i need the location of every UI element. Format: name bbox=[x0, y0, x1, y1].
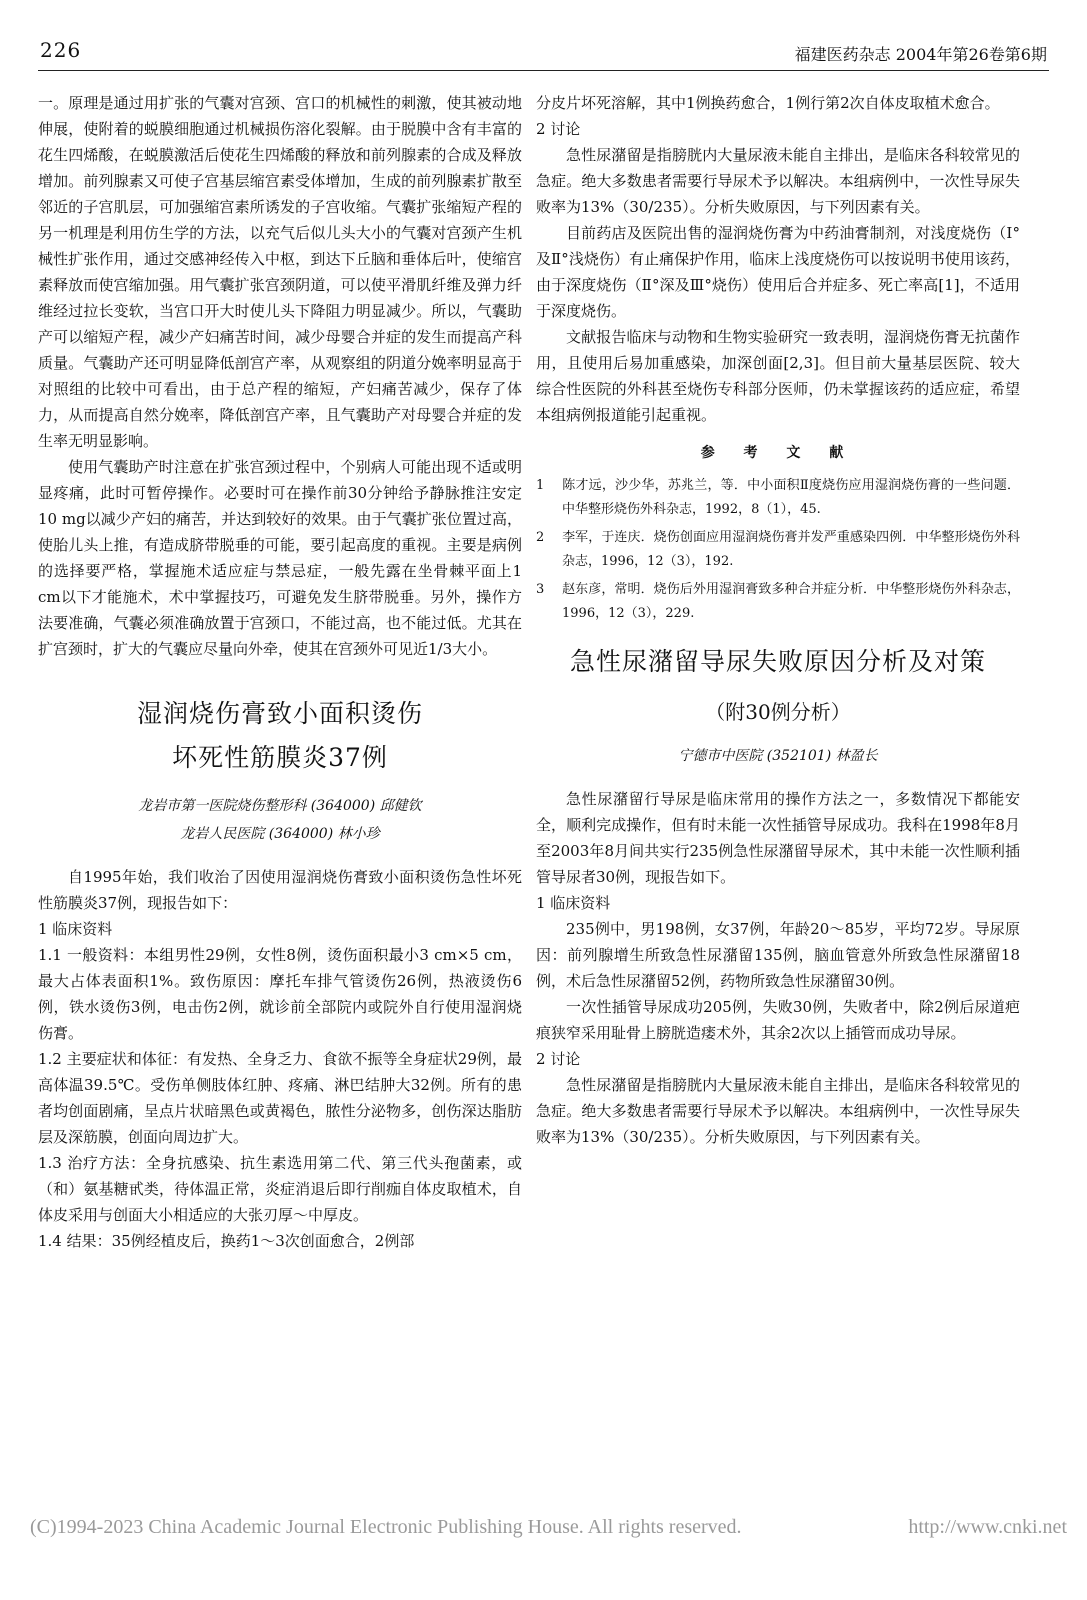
paragraph: 一次性插管导尿成功205例，失败30例，失败者中，除2例后尿道疤痕狭窄采用耻骨上膀胱造瘘术外，其余2次以上插管而成功导尿。 bbox=[536, 998, 1020, 1042]
page-number: 226 bbox=[40, 38, 82, 62]
section-heading: 2 讨论 bbox=[536, 1050, 581, 1068]
paragraph: 目前药店及医院出售的湿润烧伤膏为中药油膏制剂，对浅度烧伤（Ⅰ°及Ⅱ°浅烧伤）有止痛保护作用，临床上浅度烧伤可以按说明书使用该药，由于深度烧伤（Ⅱ°深及Ⅲ°烧伤）使用后合并症多、死亡率高[1]，不适用于深度烧伤。 bbox=[536, 224, 1020, 320]
author-line: 龙岩市第一医院烧伤整形科 (364000) 邱健钦 bbox=[138, 798, 422, 814]
copyright-watermark bbox=[30, 1513, 1067, 1541]
reference-number: 2 bbox=[536, 530, 545, 545]
intro-paragraph: 自1995年始，我们收治了因使用湿润烧伤膏致小面积烫伤急性坏死性筋膜炎37例，现报告如下： bbox=[38, 868, 522, 912]
header-rule bbox=[38, 70, 1049, 71]
section-heading: 1 临床资料 bbox=[38, 920, 113, 938]
journal-header: 福建医药杂志 2004年第26卷第6期 bbox=[794, 45, 1047, 64]
paragraph: 分皮片坏死溶解，其中1例换药愈合，1例行第2次自体皮取植术愈合。 bbox=[536, 94, 1000, 112]
reference-text: 李军，于连庆．烧伤创面应用湿润烧伤膏并发严重感染四例．中华整形烧伤外科杂志，1996，12（3），192. bbox=[562, 530, 1020, 569]
right-column bbox=[536, 90, 1020, 1150]
paragraph: 一。原理是通过用扩张的气囊对宫颈、宫口的机械性的刺激，使其被动地伸展，使附着的蜕膜细胞通过机械损伤溶化裂解。由于脱膜中含有丰富的花生四烯酸，在蜕膜激活后使花生四烯酸的释放和前列腺素的合成及释放增加。前列腺素又可使子宫基层缩宫素受体增加，生成的前列腺素扩散至邻近的子宫肌层，可加强缩宫素所诱发的子宫收缩。气囊扩张缩短产程的另一机理是利用仿生学的方法，以充气后似儿头大小的气囊对宫颈产生机械性扩张作用，通过交感神经传入中枢，到达下丘脑和垂体后叶，使缩宫素释放而使宫缩加强。用气囊扩张宫颈阴道，可以使平滑肌纤维及弹力纤维经过拉长变软，当宫口开大时使儿头下降阻力明显减少。所以，气囊助产可以缩短产程，减少产妇痛苦时间，减少母婴合并症的发生而提高产科质量。气囊助产还可明显降低剖宫产率，从观察组的阴道分娩率明显高于对照组的比较中可看出，由于总产程的缩短，产妇痛苦减少，保存了体力，从而提高自然分娩率，降低剖宫产率，且气囊助产对母婴合并症的发生率无明显影响。 bbox=[38, 94, 522, 450]
source-url: http://www.cnki.net bbox=[908, 1515, 1067, 1538]
reference-text: 陈才远，沙少华，苏兆兰，等．中小面积Ⅱ度烧伤应用湿润烧伤膏的一些问题．中华整形烧伤外科杂志，1992，8（1），45. bbox=[562, 478, 1020, 517]
section-heading: 2 讨论 bbox=[536, 120, 581, 138]
reference-number: 3 bbox=[536, 582, 545, 597]
paragraph: 文献报告临床与动物和生物实验研究一致表明，湿润烧伤膏无抗菌作用，且使用后易加重感染，加深创面[2,3]。但目前大量基层医院、较大综合性医院的外科甚至烧伤专科部分医师，仍未掌握该药的适应症，希望本组病例报道能引起重视。 bbox=[536, 328, 1020, 424]
subsection: 1.3 治疗方法：全身抗感染、抗生素选用第二代、第三代头孢菌素，或（和）氨基糖甙类，待体温正常，炎症消退后即行削痂自体皮取植术，自体皮采用与创面大小相适应的大张刃厚～中厚皮。 bbox=[38, 1154, 522, 1224]
reference-number: 1 bbox=[536, 478, 545, 493]
paragraph: 使用气囊助产时注意在扩张宫颈过程中，个别病人可能出现不适或明显疼痛，此时可暂停操作。必要时可在操作前30分钟给予静脉推注安定10 mg以减少产妇的痛苦，并达到较好的效果。由于气囊扩张位置过高，使胎儿头上推，有造成脐带脱垂的可能，要引起高度的重视。主要是病例的选择要严格，掌握施术适应症与禁忌症，一般先露在坐骨棘平面上1 cm以下才能施术，术中掌握技巧，可避免发生脐带脱垂。另外，操作方法要准确，气囊必须准确放置于宫颈口，不能过高，也不能过低。尤其在扩宫颈时，扩大的气囊应尽量向外牵，使其在宫颈外可见近1/3大小。 bbox=[38, 458, 522, 658]
paragraph: 急性尿潴留是指膀胱内大量尿液未能自主排出，是临床各科较常见的急症。绝大多数患者需要行导尿术予以解决。本组病例中，一次性导尿失败率为13%（30/235）。分析失败原因，与下列因素有关。 bbox=[536, 146, 1020, 216]
subsection: 1.4 结果：35例经植皮后，换药1～3次创面愈合，2例部 bbox=[38, 1232, 415, 1250]
article-title-line-1: 湿润烧伤膏致小面积烫伤 bbox=[136, 699, 423, 728]
subsection: 1.1 一般资料：本组男性29例，女性8例，烫伤面积最小3 cm×5 cm，最大占体表面积1%。致伤原因：摩托车排气管烫伤26例，热液烫伤6例，铁水烫伤3例，电击伤2例，就诊前全部院内或院外自行使用湿润烧伤膏。 bbox=[38, 946, 522, 1042]
paragraph: 急性尿潴留是指膀胱内大量尿液未能自主排出，是临床各科较常见的急症。绝大多数患者需要行导尿术予以解决。本组病例中，一次性导尿失败率为13%（30/235）。分析失败原因，与下列因素有关。 bbox=[536, 1076, 1020, 1146]
paragraph: 235例中，男198例，女37例，年龄20～85岁，平均72岁。导尿原因：前列腺增生所致急性尿潴留135例，脑血管意外所致急性尿潴留18例，术后急性尿潴留52例，药物所致急性尿潴留30例。 bbox=[536, 920, 1020, 990]
article-title bbox=[38, 692, 522, 780]
copyright-text: (C)1994-2023 China Academic Journal Electronic Publishing House. All rights reserved. bbox=[30, 1515, 742, 1538]
intro-paragraph: 急性尿潴留行导尿是临床常用的操作方法之一，多数情况下都能安全，顺利完成操作，但有时未能一次性插管导尿成功。我科在1998年8月至2003年8月间共实行235例急性尿潴留导尿术，其中未能一次性顺利插管导尿者30例，现报告如下。 bbox=[536, 790, 1020, 886]
article-title: 急性尿潴留导尿失败原因分析及对策 bbox=[569, 647, 986, 676]
reference-text: 赵东彦，常明．烧伤后外用湿润膏致多种合并症分析．中华整形烧伤外科杂志，1996，12（3），229. bbox=[562, 582, 1020, 621]
reference-item bbox=[536, 474, 1020, 522]
references-heading: 参 考 文 献 bbox=[700, 445, 856, 461]
author-line: 宁德市中医院 (352101) 林盈长 bbox=[678, 748, 878, 764]
reference-item bbox=[536, 578, 1020, 626]
article-subtitle: （附30例分析） bbox=[705, 700, 851, 724]
article-title-line-2: 坏死性筋膜炎37例 bbox=[172, 743, 388, 772]
subsection: 1.2 主要症状和体征：有发热、全身乏力、食欲不振等全身症状29例，最高体温39.5℃。受伤单侧肢体红肿、疼痛、淋巴结肿大32例。所有的患者均创面剧痛，呈点片状暗黑色或黄褐色，脓性分泌物多，创伤深达脂肪层及深筋膜，创面向周边扩大。 bbox=[38, 1050, 522, 1146]
left-column bbox=[38, 90, 522, 1254]
author-line: 龙岩人民医院 (364000) 林小珍 bbox=[180, 826, 380, 842]
section-heading: 1 临床资料 bbox=[536, 894, 611, 912]
reference-item bbox=[536, 526, 1020, 574]
